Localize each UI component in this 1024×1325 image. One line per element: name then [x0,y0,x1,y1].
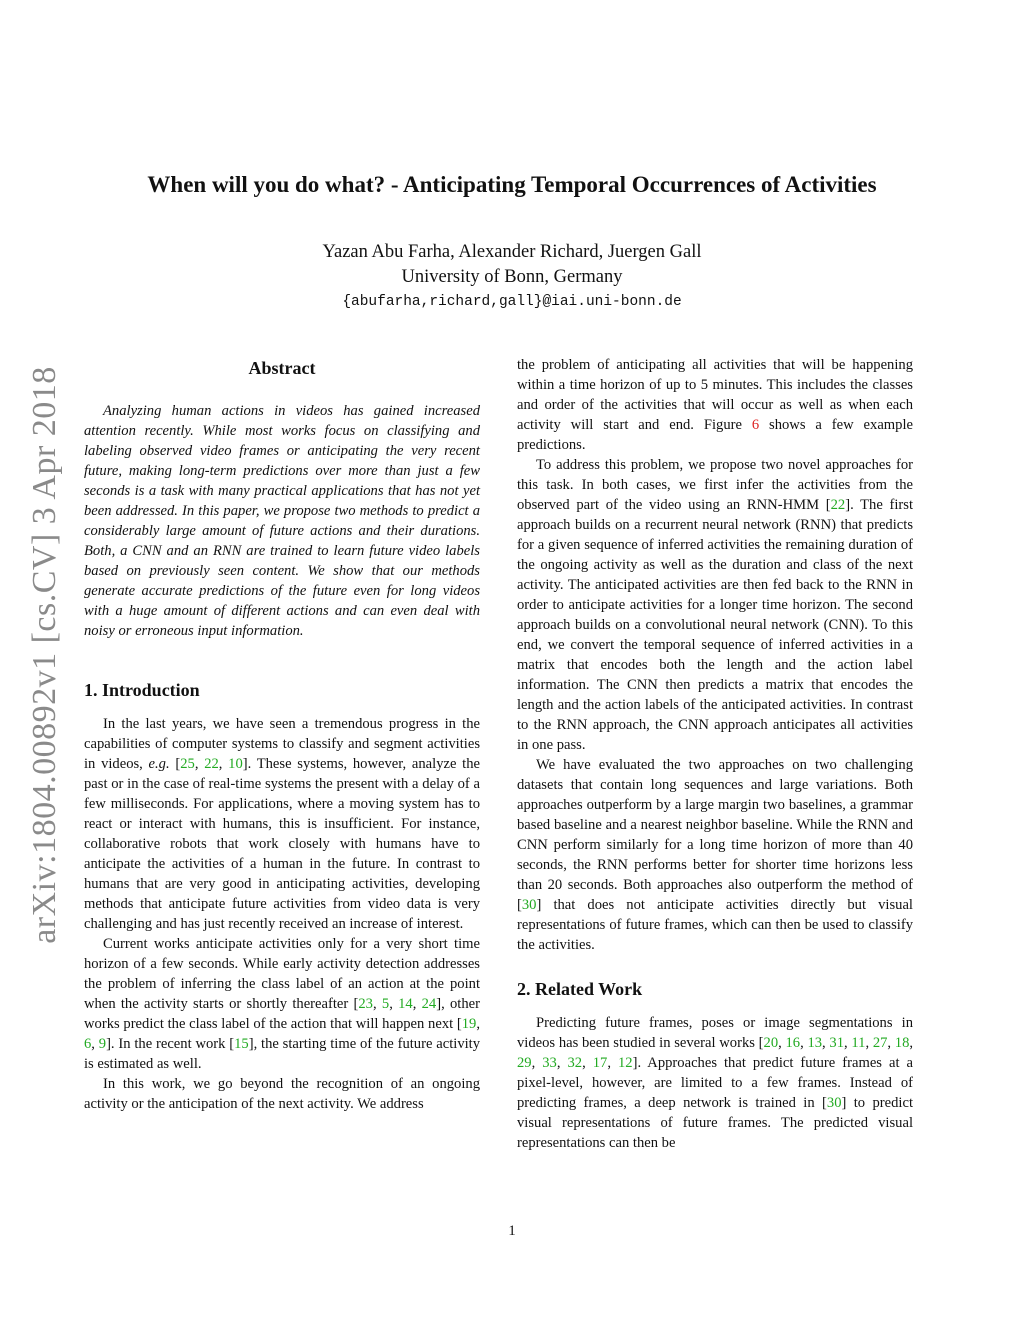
author-emails: {abufarha,richard,gall}@iai.uni-bonn.de [342,294,682,310]
citation-link[interactable]: 11 [851,1035,866,1051]
citation-link[interactable]: 32 [567,1055,583,1071]
author-names: Yazan Abu Farha, Alexander Richard, Juergen Gall [322,242,702,262]
abstract-heading: Abstract [248,358,316,378]
citation-link[interactable]: 30 [826,1095,842,1111]
author-block [80,240,944,315]
citation-link[interactable]: 22 [204,756,219,772]
intro-paragraph-3: In this work, we go beyond the recognition of an ongoing activity or the anticipation of the next activity. We address [84,1076,480,1112]
intro-paragraph-2: Current works anticipate activities only for a very short time horizon of a few seconds. While early activity detection addresses the problem of inferring the class label of an action at the point when the activity starts or shortly thereafter [23, 5, 14, 24], other works predict the class label of the action that will happen next [19, 6, 9]. In the recent work [15], the starting time of the future activity is estimated as well. [84,936,481,1072]
citation-link[interactable]: 12 [618,1055,633,1071]
figure-reference-link[interactable]: 6 [751,417,760,433]
citation-link[interactable]: 16 [785,1035,801,1051]
citation-link[interactable]: 9 [98,1036,107,1052]
citation-link[interactable]: 27 [872,1035,888,1051]
citation-link[interactable]: 30 [521,897,537,913]
citation-link[interactable]: 5 [381,996,390,1012]
citation-link[interactable]: 14 [398,996,413,1012]
citation-link[interactable]: 18 [894,1035,910,1051]
citation-link[interactable]: 20 [763,1035,779,1051]
citation-link[interactable]: 31 [829,1035,845,1051]
citation-link[interactable]: 22 [830,497,846,513]
left-column [84,355,480,1114]
citation-link[interactable]: 24 [421,996,437,1012]
citation-link[interactable]: 13 [807,1035,823,1051]
page-number: 1 [508,1223,516,1239]
arxiv-stamp-text: arXiv:1804.00892v1 [cs.CV] 3 Apr 2018 [26,366,63,944]
right-column [517,355,913,1153]
citation-link[interactable]: 19 [461,1016,477,1032]
arxiv-stamp [20,355,70,955]
citation-link[interactable]: 15 [234,1036,249,1052]
citation-link[interactable]: 10 [228,756,243,772]
citation-link[interactable]: 17 [592,1055,608,1071]
citation-link[interactable]: 33 [542,1055,557,1071]
citation-link[interactable]: 6 [84,1036,92,1052]
paper-title: When will you do what? - Anticipating Temporal Occurrences of Activities [147,172,877,197]
intro-paragraph-5: To address this problem, we propose two novel approaches for this task. In both cases, we first infer the activities from the observed part of the video using an RNN-HMM [22]. The first approach builds on a recurrent neural network (RNN) that predicts for a given sequence of inferred activities the remaining duration of the ongoing activity as well as the duration and class of the next activity. The anticipated activities are then fed back to the RNN in order to anticipate activities for a longer time horizon. The second approach builds on a convolutional neural network (CNN). To this end, we convert the temporal sequence of inferred activities in a matrix that encodes both the length and the action label information. The CNN then predicts a matrix that encodes the length and the action labels of the anticipated activities. In contrast to the RNN approach, the CNN approach anticipates all activities in one pass. [517,457,913,753]
citation-link[interactable]: 29 [517,1055,532,1071]
citation-link[interactable]: 25 [180,756,195,772]
intro-paragraph-1: In the last years, we have seen a tremendous progress in the capabilities of computer systems to classify and segment activities in videos, e.g. [25, 22, 10]. These systems, however, analyze the past or in the case of real-time systems the present with a delay of a few milliseconds. For applications, where a moving system has to react or interact with humans, this is insufficient. For instance, collaborative robots that work closely with humans have to anticipate the activities of a human in the future. In contrast to humans that are very good in anticipating activities, developing methods that anticipate future activities from video data is very challenging and has just recently received an increase of interest. [84,716,481,932]
affiliation: University of Bonn, Germany [401,267,623,287]
related-work-heading: 2. Related Work [517,979,643,999]
intro-paragraph-6: We have evaluated the two approaches on two challenging datasets that contain long sequences and large variations. Both approaches outperform by a large margin two baselines, a grammar based baseline and a nearest neighbor baseline. While the RNN and CNN perform similarly for a long time horizon of more than 40 seconds, the RNN performs better for shorter time horizons less than 20 seconds. Both approaches also outperform the method of [30] that does not anticipate activities directly but visual representations of future frames, which can then be used to classify the activities. [517,757,913,953]
abstract-text: Analyzing human actions in videos has gained increased attention recently. While most works focus on classifying and labeling observed video frames or anticipating the very recent future, making long-term predictions over more than just a few seconds is a task with many practical applications that has not yet been addressed. In this paper, we propose two methods to predict a considerably large amount of future actions and their durations. Both, a CNN and an RNN are trained to learn future video labels based on previously seen content. We show that our methods generate accurate predictions of the future even for long videos with a huge amount of different actions and can even deal with noisy or erroneous input information. [84,403,480,639]
related-work-paragraph-1: Predicting future frames, poses or image segmentations in videos has been studied in several works [20, 16, 13, 31, 11, 27, 18, 29, 33, 32, 17, 12]. Approaches that predict future frames at a pixel-level, however, are limited to a few frames. Instead of predicting frames, a deep network is trained in [30] to predict visual representations of future frames. The predicted visual representations can then be [517,1015,914,1151]
citation-link[interactable]: 23 [358,996,373,1012]
intro-paragraph-4: the problem of anticipating all activities that will be happening within a time horizon of up to 5 minutes. This includes the classes and order of the activities that will occur as well as when each activity will start and end. Figure 6 shows a few example predictions. [517,357,913,453]
introduction-heading: 1. Introduction [84,680,200,700]
